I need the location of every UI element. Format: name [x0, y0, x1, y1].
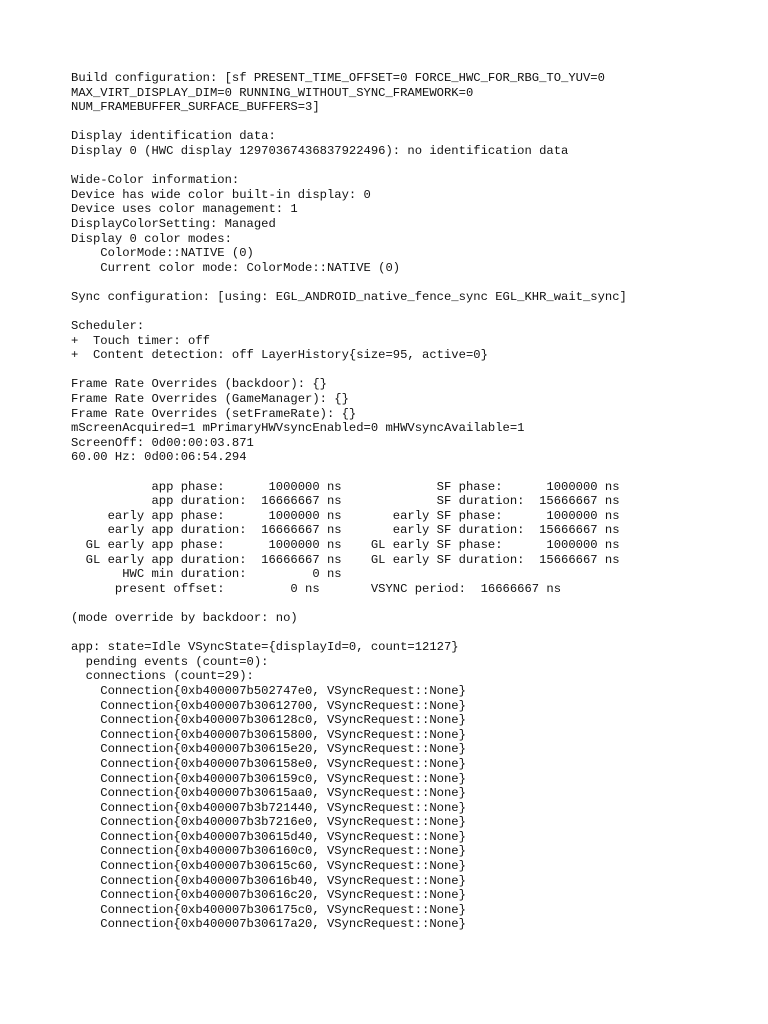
text-line: 60.00 Hz: 0d00:06:54.294	[71, 450, 247, 465]
text-line: connections (count=29):	[71, 669, 254, 684]
phase-row: present offset: 0 ns VSYNC period: 16666667 ns	[71, 581, 562, 596]
connection-row: Connection{0xb400007b30615aa0, VSyncRequest::None}	[71, 786, 466, 801]
text-line: Frame Rate Overrides (setFrameRate): {}	[71, 406, 357, 421]
text-line: (mode override by backdoor: no)	[71, 610, 298, 625]
text-line: Device has wide color built-in display: 0	[71, 187, 371, 202]
section-heading: Display identification data:	[71, 129, 276, 144]
connection-row: Connection{0xb400007b3b7216e0, VSyncRequest::None}	[71, 815, 466, 830]
phase-row: GL early app duration: 16666667 ns GL early SF duration: 15666667 ns	[71, 552, 620, 567]
connection-row: Connection{0xb400007b306175c0, VSyncRequest::None}	[71, 902, 466, 917]
section-heading: Scheduler:	[71, 319, 145, 334]
text-line: Display 0 (HWC display 12970367436837922496): no identification data	[71, 143, 569, 158]
text-line: Frame Rate Overrides (backdoor): {}	[71, 377, 327, 392]
text-line: MAX_VIRT_DISPLAY_DIM=0 RUNNING_WITHOUT_SYNC_FRAMEWORK=0	[71, 85, 474, 100]
phase-row: HWC min duration: 0 ns	[71, 567, 342, 582]
connection-row: Connection{0xb400007b30615d40, VSyncRequest::None}	[71, 829, 466, 844]
connection-row: Connection{0xb400007b502747e0, VSyncRequest::None}	[71, 683, 466, 698]
phase-row: app duration: 16666667 ns SF duration: 15666667 ns	[71, 494, 620, 509]
connection-row: Connection{0xb400007b306159c0, VSyncRequest::None}	[71, 771, 466, 786]
connection-row: Connection{0xb400007b306160c0, VSyncRequest::None}	[71, 844, 466, 859]
connection-row: Connection{0xb400007b30612700, VSyncRequest::None}	[71, 698, 466, 713]
connection-row: Connection{0xb400007b30615c60, VSyncRequest::None}	[71, 859, 466, 874]
text-line: Display 0 color modes:	[71, 231, 232, 246]
phase-table-section	[71, 480, 761, 597]
connection-row: Connection{0xb400007b306128c0, VSyncRequest::None}	[71, 713, 466, 728]
text-line: NUM_FRAMEBUFFER_SURFACE_BUFFERS=3]	[71, 100, 320, 115]
text-line: + Content detection: off LayerHistory{size=95, active=0}	[71, 348, 488, 363]
section-heading: Wide-Color information:	[71, 173, 240, 188]
connection-row: Connection{0xb400007b3b721440, VSyncRequest::None}	[71, 800, 466, 815]
text-line: mScreenAcquired=1 mPrimaryHWVsyncEnabled=0 mHWVsyncAvailable=1	[71, 421, 525, 436]
phase-row: GL early app phase: 1000000 ns GL early SF phase: 1000000 ns	[71, 538, 620, 552]
mode-override-section	[71, 611, 761, 626]
connection-row: Connection{0xb400007b30615800, VSyncRequest::None}	[71, 727, 466, 742]
text-line: Sync configuration: [using: EGL_ANDROID_native_fence_sync EGL_KHR_wait_sync]	[71, 289, 627, 304]
section-heading: app: state=Idle VSyncState={displayId=0, count=12127}	[71, 640, 459, 655]
text-line: ScreenOff: 0d00:00:03.871	[71, 435, 254, 450]
phase-row: early app duration: 16666667 ns early SF duration: 15666667 ns	[71, 523, 620, 538]
phase-row: early app phase: 1000000 ns early SF phase: 1000000 ns	[71, 508, 620, 523]
dumpsys-document	[71, 71, 761, 947]
frame-rate-section	[71, 377, 761, 465]
connection-row: Connection{0xb400007b30615e20, VSyncRequest::None}	[71, 742, 466, 757]
text-line: Build configuration: [sf PRESENT_TIME_OFFSET=0 FORCE_HWC_FOR_RBG_TO_YUV=0	[71, 71, 605, 85]
build-configuration-section	[71, 71, 761, 115]
connection-row: Connection{0xb400007b306158e0, VSyncRequest::None}	[71, 756, 466, 771]
text-line: Frame Rate Overrides (GameManager): {}	[71, 392, 349, 407]
text-line: Current color mode: ColorMode::NATIVE (0)	[71, 260, 401, 275]
wide-color-section	[71, 173, 761, 275]
connection-row: Connection{0xb400007b30617a20, VSyncRequest::None}	[71, 917, 466, 932]
sync-configuration-section	[71, 290, 761, 305]
text-line: DisplayColorSetting: Managed	[71, 216, 276, 231]
app-state-section	[71, 640, 761, 932]
scheduler-section	[71, 319, 761, 363]
connection-row: Connection{0xb400007b30616b40, VSyncRequest::None}	[71, 873, 466, 888]
display-identification-section	[71, 129, 761, 158]
text-line: + Touch timer: off	[71, 333, 210, 348]
connection-row: Connection{0xb400007b30616c20, VSyncRequest::None}	[71, 888, 466, 903]
text-line: pending events (count=0):	[71, 654, 269, 669]
text-line: Device uses color management: 1	[71, 202, 298, 217]
phase-row: app phase: 1000000 ns SF phase: 1000000 ns	[71, 479, 620, 494]
text-line: ColorMode::NATIVE (0)	[71, 246, 254, 261]
